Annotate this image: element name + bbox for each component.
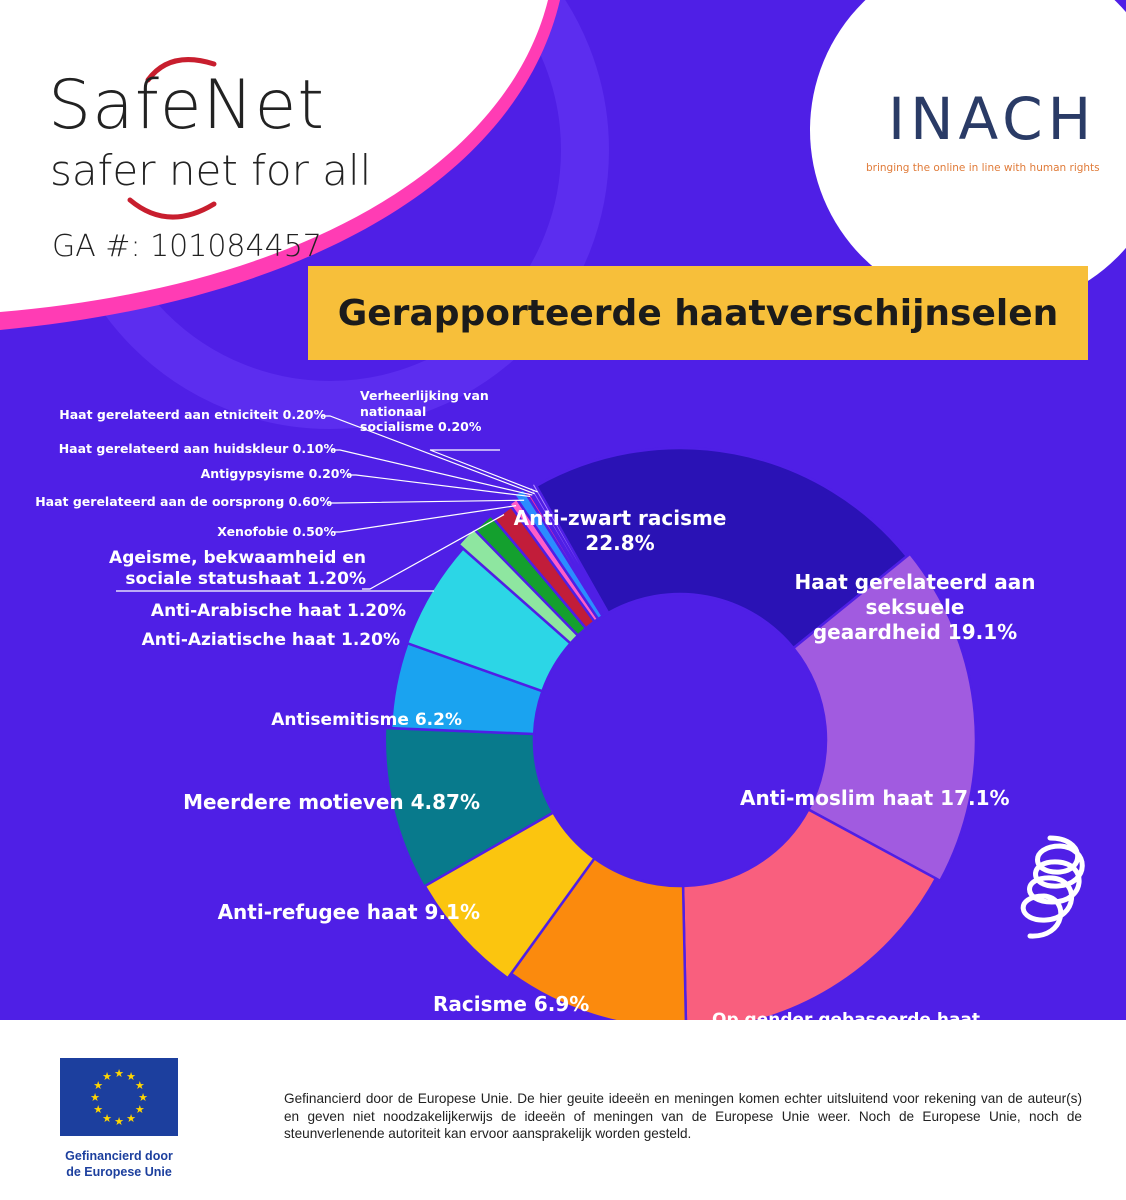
squiggle-decoration <box>1023 838 1082 936</box>
safenet-logo-name: SafeNet <box>48 66 325 145</box>
inach-circle <box>810 0 1126 310</box>
label-verheerlijking: Verheerlijking van nationaal socialisme 0.20% <box>360 388 489 435</box>
disclaimer-text: Gefinancierd door de Europese Unie. De hier geuite ideeën en meningen komen echter uitsluitend voor rekening van de auteur(s) en geven niet noodzakelijkerwijs de ideeën of meningen van de Europese Unie weer. Noch de Europese Unie, noch de steunverlenende autoriteit kan ervoor aansprakelijk worden gesteld. <box>284 1091 1082 1142</box>
title-banner <box>308 266 1088 360</box>
eu-flag <box>60 1058 178 1136</box>
eu-caption: Gefinancierd door de Europese Unie <box>65 1149 173 1180</box>
eu-star-icon: ★ <box>102 1071 112 1084</box>
label-antisemitisme: Antisemitisme 6.2% <box>271 710 462 730</box>
eu-stars-icon <box>60 1058 178 1136</box>
eu-star-icon: ★ <box>126 1071 136 1084</box>
label-anti-arabisch: Anti-Arabische haat 1.20% <box>150 601 406 621</box>
leader-line <box>328 500 524 503</box>
label-meerdere-motieven: Meerdere motieven 4.87% <box>183 790 480 814</box>
eu-star-icon: ★ <box>134 1080 145 1092</box>
eu-star-icon: ★ <box>93 1080 104 1092</box>
label-antigypsyisme: Antigypsyisme 0.20% <box>200 466 352 481</box>
label-huidskleur: Haat gerelateerd aan huidskleur 0.10% <box>58 441 336 456</box>
label-anti-moslim: Anti-moslim haat 17.1% <box>740 786 1010 810</box>
eu-star-icon: ★ <box>114 1116 124 1128</box>
safenet-logo-tagline: safer net for all <box>50 146 372 195</box>
eu-star-icon: ★ <box>102 1112 112 1125</box>
eu-star-icon: ★ <box>90 1092 100 1104</box>
label-seksuele-geaardheid: Haat gerelateerd aan seksuele geaardheid 19.1% <box>794 570 1036 644</box>
label-xenofobie: Xenofobie 0.50% <box>217 524 336 539</box>
label-anti-zwart: Anti-zwart racisme 22.8% <box>513 506 727 555</box>
eu-star-icon: ★ <box>93 1104 104 1116</box>
eu-star-icon: ★ <box>114 1068 124 1080</box>
label-racisme: Racisme 6.9% <box>433 992 590 1016</box>
eu-star-icon: ★ <box>126 1112 136 1125</box>
eu-star-icon: ★ <box>138 1092 148 1104</box>
grant-number: GA #: 101084457 <box>52 229 322 264</box>
eu-star-icon: ★ <box>134 1104 145 1116</box>
inach-logo-name: INACH <box>888 85 1097 153</box>
label-etniciteit: Haat gerelateerd aan etniciteit 0.20% <box>59 407 326 422</box>
label-oorsprong: Haat gerelateerd aan de oorsprong 0.60% <box>35 494 332 509</box>
inach-logo-tagline: bringing the online in line with human rights <box>866 162 1100 174</box>
leader-line <box>332 450 532 495</box>
chart-title: Gerapporteerde haatverschijnselen <box>337 292 1059 334</box>
label-ageisme: Ageisme, bekwaamheid en sociale statushaat 1.20% <box>109 548 366 590</box>
label-anti-refugee: Anti-refugee haat 9.1% <box>217 900 480 924</box>
label-anti-aziatisch: Anti-Aziatische haat 1.20% <box>141 630 400 650</box>
